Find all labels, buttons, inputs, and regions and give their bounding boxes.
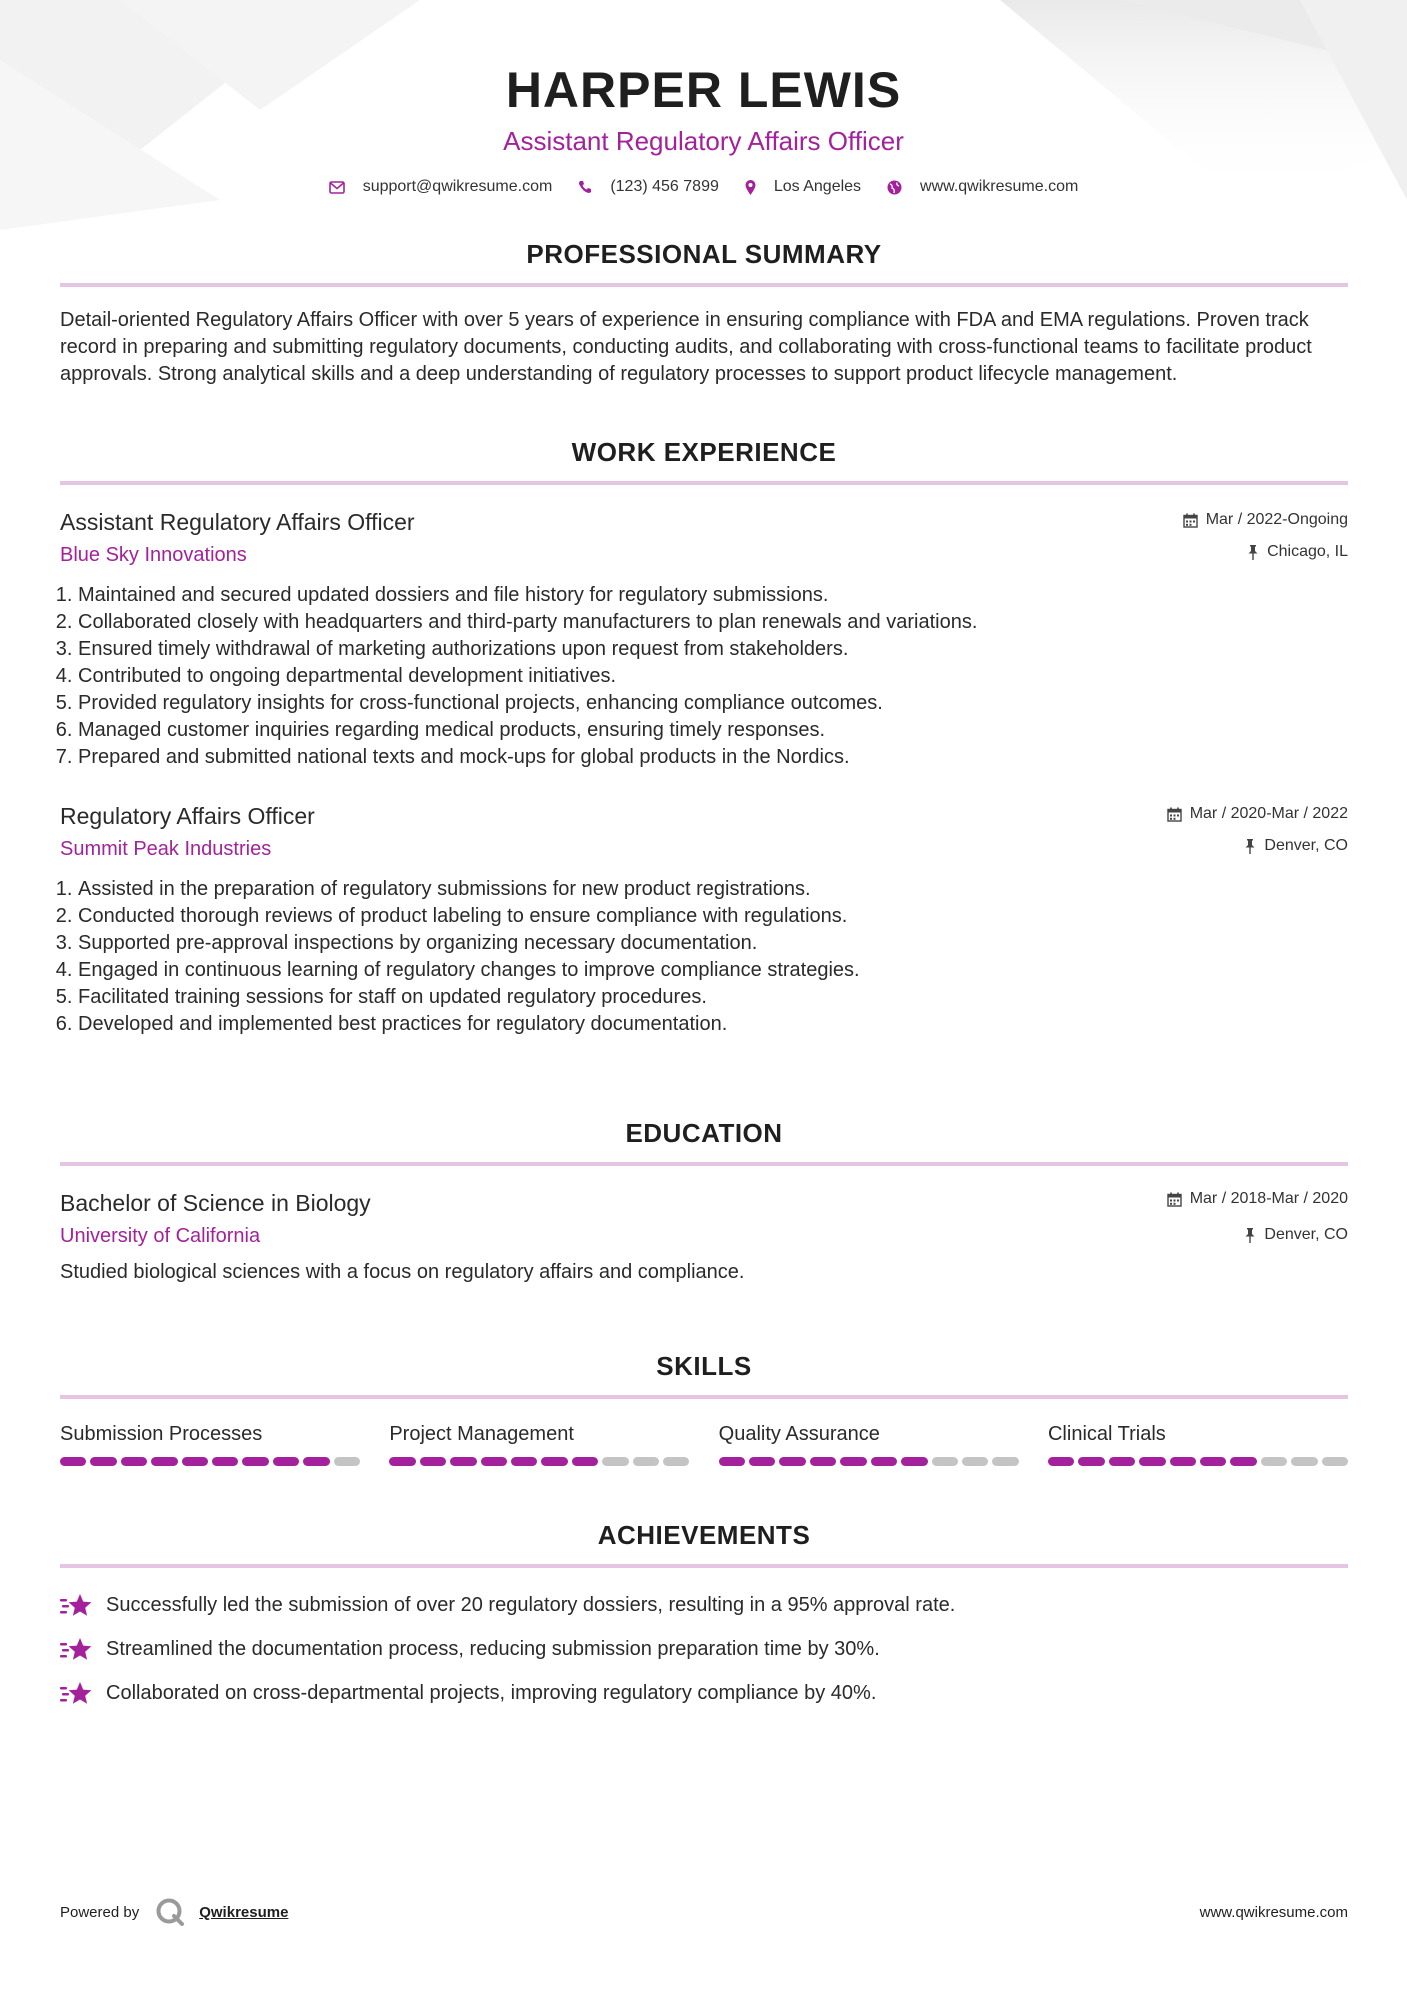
list-item: 3. Ensured timely withdrawal of marketing authorizations upon request from stakeholders. [78, 636, 1348, 663]
skill-item [1048, 1421, 1348, 1466]
job-bullets [60, 876, 1348, 1038]
job-location-text: Denver, CO [1264, 837, 1348, 854]
skill-item [719, 1421, 1019, 1466]
star-icon [60, 1593, 92, 1619]
skill-segment-filled [1200, 1457, 1226, 1466]
education-meta [1167, 1190, 1348, 1244]
skill-segment-empty [602, 1457, 628, 1466]
skill-segment-filled [719, 1457, 745, 1466]
skill-segment-empty [992, 1457, 1018, 1466]
job-dates [1167, 805, 1348, 823]
list-item: 6. Managed customer inquiries regarding medical products, ensuring timely responses. [78, 717, 1348, 744]
skill-segment-filled [242, 1457, 268, 1466]
list-item: 5. Provided regulatory insights for cross-functional projects, enhancing compliance outcomes. [78, 690, 1348, 717]
skill-segment-filled [182, 1457, 208, 1466]
list-item [60, 1592, 1348, 1619]
job-location [1183, 543, 1348, 561]
job-dates-text: Mar / 2022-Ongoing [1205, 511, 1348, 528]
job-location [1167, 837, 1348, 855]
contact-location [745, 178, 861, 196]
skill-segment-filled [901, 1457, 927, 1466]
skill-segment-filled [450, 1457, 476, 1466]
powered-by-label: Powered by [60, 1903, 140, 1921]
powered-by [60, 1898, 288, 1926]
qwikresume-logo-icon [155, 1898, 185, 1926]
job-location-text: Chicago, IL [1267, 543, 1348, 560]
skill-segment-filled [1078, 1457, 1104, 1466]
skill-level-bar [719, 1457, 1019, 1466]
skill-name: Clinical Trials [1047, 1423, 1166, 1445]
achievement-text: Collaborated on cross-departmental projects, improving regulatory compliance by 40%. [106, 1682, 877, 1704]
achievements-heading: ACHIEVEMENTS [597, 1520, 811, 1550]
list-item: 4. Contributed to ongoing departmental development initiatives. [78, 663, 1348, 690]
skill-segment-filled [212, 1457, 238, 1466]
map-pin-icon [745, 180, 756, 195]
education-dates [1167, 1190, 1348, 1208]
pushpin-icon [1244, 1228, 1256, 1243]
experience-heading: WORK EXPERIENCE [571, 437, 837, 467]
candidate-title: Assistant Regulatory Affairs Officer [503, 126, 904, 156]
footer-website-link[interactable]: www.qwikresume.com [1199, 1903, 1348, 1921]
skill-level-bar [60, 1457, 360, 1466]
achievements-section [60, 1518, 1348, 1724]
contact-website[interactable] [887, 178, 1078, 196]
skill-segment-filled [1230, 1457, 1256, 1466]
summary-text: Detail-oriented Regulatory Affairs Officer with over 5 years of experience in ensuring compliance with FDA and EMA regulations. Proven track record in preparing and submitting regulatory documents, conducting audits, and collaborating with cross-functional teams to facilitate product approvals. Strong analytical skills and a deep understanding of regulatory processes to support product lifecycle management. [60, 309, 1312, 385]
pushpin-icon [1247, 545, 1259, 560]
job-meta [1183, 511, 1348, 561]
skill-segment-filled [481, 1457, 507, 1466]
phone-icon [578, 180, 592, 194]
achievement-text: Successfully led the submission of over 20 regulatory dossiers, resulting in a 95% approval rate. [106, 1594, 956, 1616]
job-title: Regulatory Affairs Officer [60, 803, 315, 829]
list-item [60, 1680, 1348, 1707]
education-location-text: Denver, CO [1264, 1226, 1348, 1243]
education-location [1167, 1226, 1348, 1244]
skill-segment-filled [90, 1457, 116, 1466]
skill-segment-filled [151, 1457, 177, 1466]
list-item: 3. Supported pre-approval inspections by organizing necessary documentation. [78, 930, 1348, 957]
education-entry [60, 1188, 1348, 1286]
skill-name: Quality Assurance [718, 1423, 880, 1445]
job-entry [60, 801, 1348, 1038]
skills-heading: SKILLS [656, 1351, 752, 1381]
skill-segment-filled [420, 1457, 446, 1466]
calendar-icon [1167, 807, 1182, 822]
skill-segment-empty [334, 1457, 360, 1466]
education-description: Studied biological sciences with a focus on regulatory affairs and compliance. [60, 1261, 745, 1283]
job-dates-text: Mar / 2020-Mar / 2022 [1189, 805, 1348, 822]
skill-segment-filled [60, 1457, 86, 1466]
skill-segment-filled [840, 1457, 866, 1466]
education-section [60, 1116, 1348, 1286]
skill-segment-empty [1261, 1457, 1287, 1466]
education-heading: EDUCATION [625, 1118, 783, 1148]
school-name: University of California [60, 1225, 261, 1247]
skills-section [60, 1349, 1348, 1466]
skill-segment-empty [932, 1457, 958, 1466]
list-item: 2. Conducted thorough reviews of product labeling to ensure compliance with regulations. [78, 903, 1348, 930]
list-item: 1. Assisted in the preparation of regulatory submissions for new product registrations. [78, 876, 1348, 903]
skill-segment-filled [1048, 1457, 1074, 1466]
globe-icon [887, 180, 902, 195]
list-item: 4. Engaged in continuous learning of regulatory changes to improve compliance strategies. [78, 957, 1348, 984]
footer [60, 1898, 1348, 1926]
skills-grid [60, 1421, 1348, 1466]
contact-email[interactable] [329, 178, 553, 196]
skill-segment-filled [749, 1457, 775, 1466]
calendar-icon [1167, 1192, 1182, 1207]
list-item: 5. Facilitated training sessions for staff on updated regulatory procedures. [78, 984, 1348, 1011]
skill-level-bar [389, 1457, 689, 1466]
skill-level-bar [1048, 1457, 1348, 1466]
skill-segment-empty [633, 1457, 659, 1466]
achievement-text: Streamlined the documentation process, reducing submission preparation time by 30%. [106, 1638, 880, 1660]
skill-segment-filled [273, 1457, 299, 1466]
job-company: Blue Sky Innovations [60, 544, 247, 566]
star-icon [60, 1681, 92, 1707]
skill-name: Project Management [389, 1423, 574, 1445]
skill-segment-filled [572, 1457, 598, 1466]
degree-title: Bachelor of Science in Biology [60, 1190, 371, 1216]
skill-segment-filled [779, 1457, 805, 1466]
list-item: 6. Developed and implemented best practices for regulatory documentation. [78, 1011, 1348, 1038]
skill-segment-filled [1139, 1457, 1165, 1466]
job-dates [1183, 511, 1348, 529]
section-divider [60, 283, 1348, 287]
section-divider [60, 1162, 1348, 1166]
skill-segment-filled [871, 1457, 897, 1466]
job-bullets [60, 582, 1348, 771]
brand-link[interactable]: Qwikresume [199, 1903, 289, 1921]
achievements-list [60, 1592, 1348, 1707]
envelope-icon [329, 181, 345, 194]
job-company: Summit Peak Industries [60, 838, 272, 860]
job-entry [60, 507, 1348, 771]
website-text: www.qwikresume.com [920, 178, 1079, 195]
skill-name: Submission Processes [60, 1423, 263, 1445]
skill-segment-filled [121, 1457, 147, 1466]
skill-item [389, 1421, 689, 1466]
list-item [60, 1636, 1348, 1663]
skill-segment-filled [810, 1457, 836, 1466]
star-icon [60, 1637, 92, 1663]
skill-item [60, 1421, 360, 1466]
calendar-icon [1183, 513, 1198, 528]
job-meta [1167, 805, 1348, 855]
summary-section [60, 237, 1348, 388]
contact-phone[interactable] [578, 178, 719, 196]
location-text: Los Angeles [773, 178, 862, 195]
email-text: support@qwikresume.com [362, 178, 553, 195]
list-item: 7. Prepared and submitted national texts and mock-ups for global products in the Nordics. [78, 744, 1348, 771]
education-dates-text: Mar / 2018-Mar / 2020 [1189, 1190, 1348, 1207]
skill-segment-filled [541, 1457, 567, 1466]
job-title: Assistant Regulatory Affairs Officer [60, 509, 415, 535]
contact-bar [0, 178, 1407, 196]
skill-segment-empty [663, 1457, 689, 1466]
section-divider [60, 1395, 1348, 1399]
section-divider [60, 481, 1348, 485]
skill-segment-filled [511, 1457, 537, 1466]
summary-heading: PROFESSIONAL SUMMARY [526, 239, 882, 269]
pushpin-icon [1244, 839, 1256, 854]
skill-segment-empty [962, 1457, 988, 1466]
phone-text: (123) 456 7899 [610, 178, 719, 195]
list-item: 2. Collaborated closely with headquarters and third-party manufacturers to plan renewals and variations. [78, 609, 1348, 636]
section-divider [60, 1564, 1348, 1568]
skill-segment-filled [389, 1457, 415, 1466]
resume-header [0, 0, 1407, 196]
skill-segment-empty [1291, 1457, 1317, 1466]
skill-segment-empty [1322, 1457, 1348, 1466]
skill-segment-filled [1170, 1457, 1196, 1466]
skill-segment-filled [1109, 1457, 1135, 1466]
experience-section [60, 435, 1348, 1038]
candidate-name: HARPER LEWIS [505, 62, 902, 118]
skill-segment-filled [303, 1457, 329, 1466]
list-item: 1. Maintained and secured updated dossiers and file history for regulatory submissions. [78, 582, 1348, 609]
